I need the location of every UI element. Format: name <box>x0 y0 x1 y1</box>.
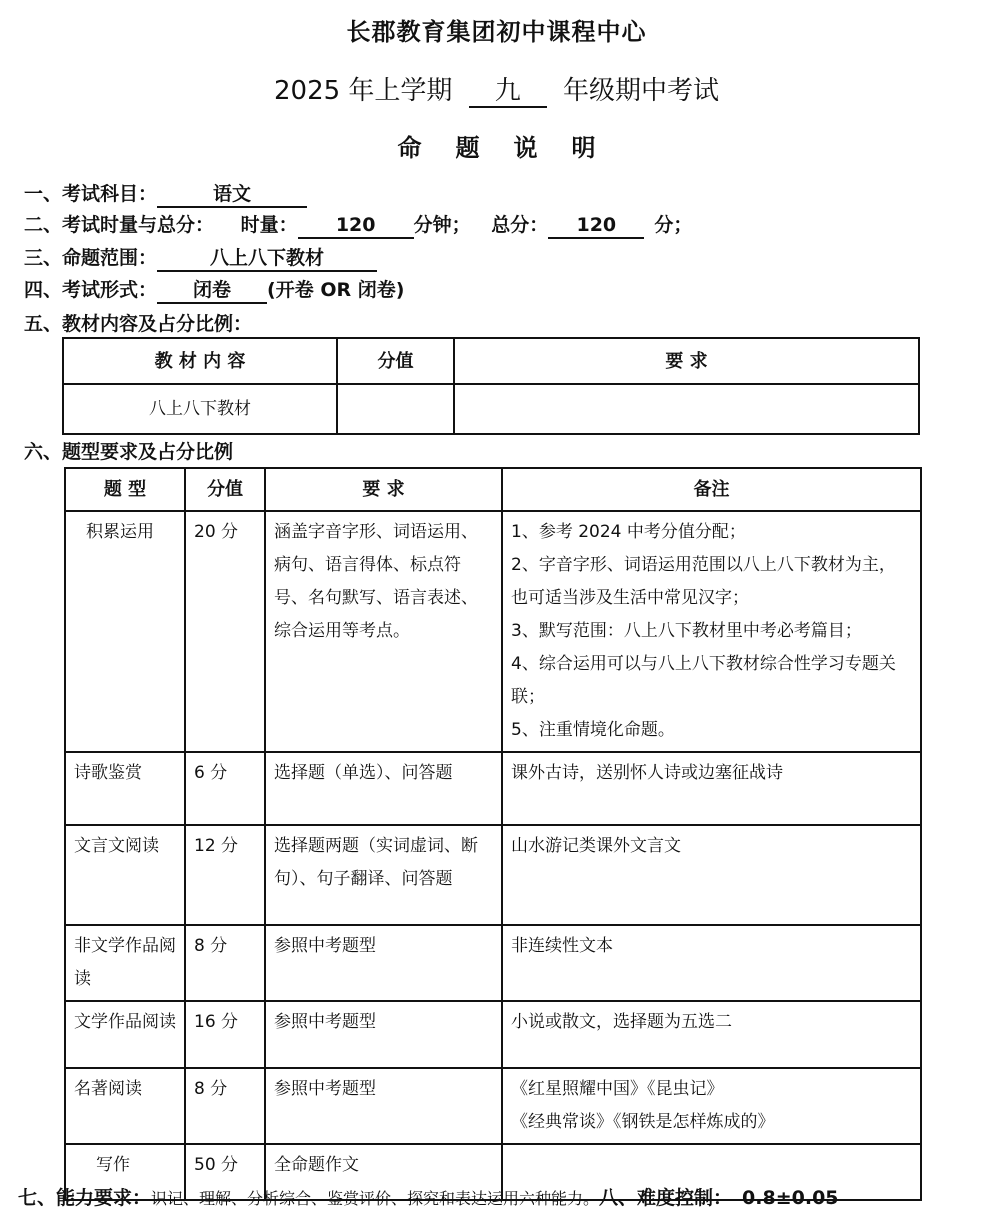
difficulty-label: 八、难度控制： <box>599 1187 733 1209</box>
col-header-score: 分值 <box>185 468 265 511</box>
requirement-cell: 参照中考题型 <box>265 1001 502 1068</box>
footer-line <box>18 1183 839 1210</box>
format-note: (开卷 OR 闭卷) <box>267 279 405 301</box>
col-header-score: 分值 <box>337 338 454 384</box>
type-cell: 写作 <box>65 1144 185 1200</box>
notes-cell: 小说或散文，选择题为五选二 <box>502 1001 921 1068</box>
score-cell <box>337 384 454 434</box>
requirement-cell: 参照中考题型 <box>265 925 502 1001</box>
table-row <box>65 825 921 925</box>
content-section-label: 五、教材内容及占分比例： <box>24 313 253 335</box>
subject-value: 语文 <box>157 182 307 208</box>
grade-value: 九 <box>469 76 547 108</box>
notes-cell: 山水游记类课外文言文 <box>502 825 921 925</box>
note-line: 3、默写范围：八上八下教材里中考必考篇目； <box>511 621 862 641</box>
requirement-cell: 全命题作文 <box>265 1144 502 1200</box>
table-row <box>65 511 921 752</box>
difficulty-value: 0.8±0.05 <box>742 1187 839 1209</box>
requirement-cell: 选择题（单选）、问答题 <box>265 752 502 825</box>
organization-title: 长郡教育集团初中课程中心 <box>346 18 647 46</box>
format-label: 四、考试形式： <box>24 279 158 301</box>
type-cell: 名著阅读 <box>65 1068 185 1144</box>
col-header-requirement: 要 求 <box>265 468 502 511</box>
col-header-type: 题 型 <box>65 468 185 511</box>
note-line: 2、字音字形、词语运用范围以八上八下教材为主，也可适当涉及生活中常见汉字； <box>511 555 896 608</box>
notes-cell <box>502 511 921 752</box>
note-line: 4、综合运用可以与八上八下教材综合性学习专题关联； <box>511 654 896 707</box>
type-cell: 文言文阅读 <box>65 825 185 925</box>
score-cell: 12 分 <box>185 825 265 925</box>
score-cell: 6 分 <box>185 752 265 825</box>
question-types-table <box>64 467 922 1201</box>
ability-text: 识记、理解、分析综合、鉴赏评价、探究和表达运用六种能力。 <box>151 1189 600 1208</box>
notes-cell <box>502 1068 921 1144</box>
col-header-requirement: 要 求 <box>454 338 919 384</box>
scope-label: 三、命题范围： <box>24 247 158 269</box>
exam-prefix: 2025 年上学期 <box>274 76 453 106</box>
type-cell: 诗歌鉴赏 <box>65 752 185 825</box>
notes-cell: 课外古诗，送别怀人诗或边塞征战诗 <box>502 752 921 825</box>
content-table-header <box>63 338 919 384</box>
subject-label: 一、考试科目： <box>24 183 158 205</box>
page-heading: 命题说明 <box>397 134 630 162</box>
requirement-cell: 参照中考题型 <box>265 1068 502 1144</box>
ability-label: 七、能力要求： <box>18 1187 152 1209</box>
score-cell: 8 分 <box>185 925 265 1001</box>
score-cell: 20 分 <box>185 511 265 752</box>
time-score-label: 二、考试时量与总分： <box>24 214 215 236</box>
time-value: 120 <box>298 213 414 239</box>
subject-line <box>24 180 307 208</box>
type-cell: 积累运用 <box>65 511 185 752</box>
exam-title <box>0 70 993 108</box>
content-table <box>62 337 920 435</box>
time-key: 时量： <box>240 214 298 236</box>
types-table-header <box>65 468 921 511</box>
note-line: 1、参考 2024 中考分值分配； <box>511 522 746 542</box>
note-line: 5、注重情境化命题。 <box>511 720 675 740</box>
requirement-cell: 选择题两题（实词虚词、断句）、句子翻译、问答题 <box>265 825 502 925</box>
table-row <box>65 752 921 825</box>
format-line <box>24 276 404 304</box>
scope-value: 八上八下教材 <box>157 246 377 272</box>
requirement-cell <box>454 384 919 434</box>
note-line: 《红星照耀中国》《昆虫记》 <box>511 1079 724 1099</box>
score-cell: 8 分 <box>185 1068 265 1144</box>
score-cell: 16 分 <box>185 1001 265 1068</box>
content-cell: 八上八下教材 <box>63 384 337 434</box>
score-unit: 分； <box>654 214 693 236</box>
scope-line <box>24 244 377 272</box>
score-value: 120 <box>548 213 644 239</box>
score-key: 总分： <box>491 214 549 236</box>
table-row <box>65 925 921 1001</box>
table-row <box>63 384 919 434</box>
table-row <box>65 1001 921 1068</box>
table-row <box>65 1068 921 1144</box>
time-unit: 分钟； <box>413 214 471 236</box>
types-section-label: 六、题型要求及占分比例 <box>24 441 234 463</box>
note-line: 《经典常谈》《钢铁是怎样炼成的》 <box>511 1112 775 1132</box>
time-score-line <box>24 211 692 239</box>
type-cell: 文学作品阅读 <box>65 1001 185 1068</box>
score-cell: 50 分 <box>185 1144 265 1200</box>
notes-cell: 非连续性文本 <box>502 925 921 1001</box>
col-header-content: 教 材 内 容 <box>63 338 337 384</box>
col-header-notes: 备注 <box>502 468 921 511</box>
exam-suffix: 年级期中考试 <box>562 76 719 106</box>
format-value: 闭卷 <box>157 278 267 304</box>
requirement-cell: 涵盖字音字形、词语运用、病句、语言得体、标点符号、名句默写、语言表述、综合运用等考点。 <box>265 511 502 752</box>
type-cell: 非文学作品阅读 <box>65 925 185 1001</box>
